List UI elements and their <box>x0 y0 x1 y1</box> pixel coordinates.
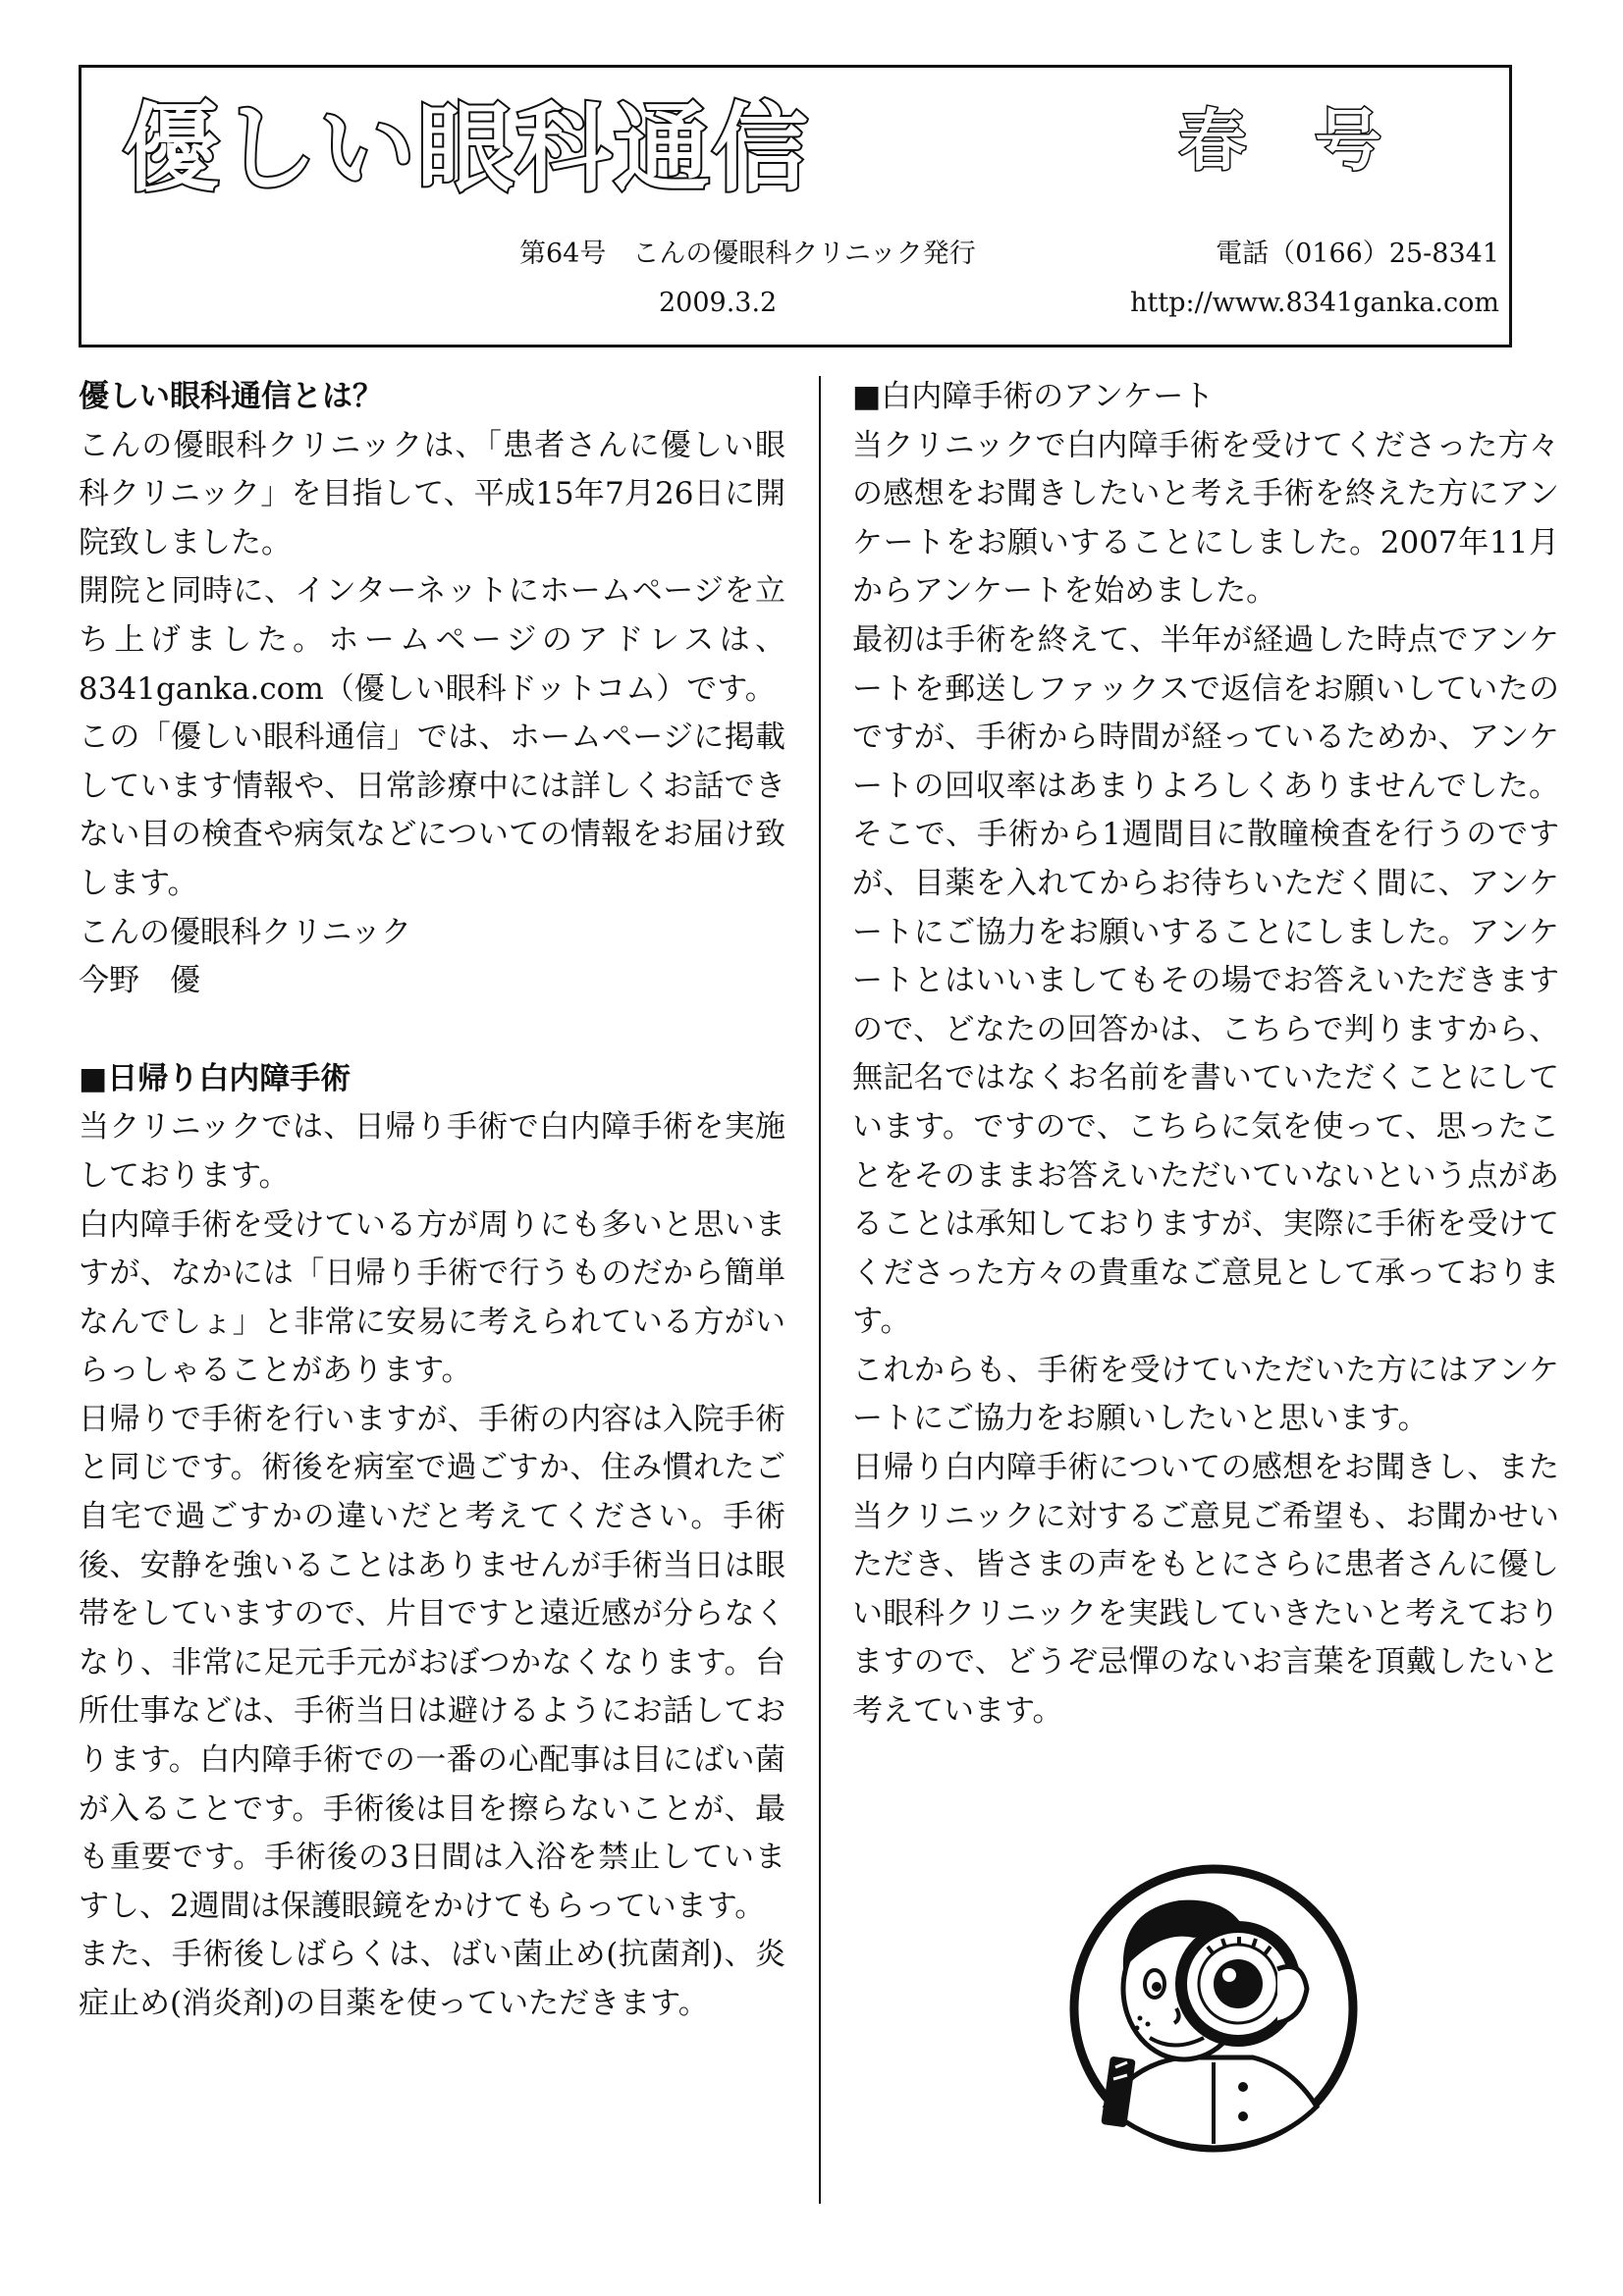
paragraph: こんの優眼科クリニックは、「患者さんに優しい眼科クリニック」を目指して、平成15年7月26日に開院致しました。 <box>79 427 785 561</box>
section-heading-about: 優しい眼科通信とは？ <box>79 379 383 414</box>
section-heading-day-surgery: ■日帰り白内障手術 <box>79 1060 352 1096</box>
newsletter-title: 優しい眼科通信 <box>123 93 811 205</box>
section-heading-survey: ■白内障手術のアンケート <box>852 379 1215 414</box>
signature-clinic: こんの優眼科クリニック <box>79 914 412 950</box>
paragraph: 白内障手術を受けている方が周りにも多いと思いますが、なかには「日帰り手術で行うものだから簡単なんでしょ」と非常に安易に考えられている方がいらっしゃることがあります。 <box>79 1206 785 1389</box>
column-divider <box>819 376 821 2204</box>
signature-name: 今野 優 <box>79 963 200 999</box>
magnifying-glass-doctor-icon <box>1066 1861 1361 2156</box>
clinic-phone: 電話（0166）25-8341 <box>1216 239 1499 269</box>
paragraph: 日帰り白内障手術についての感想をお聞きし、また当クリニックに対するご意見ご希望も、お聞かせいただき、皆さまの声をもとにさらに患者さんに優しい眼科クリニックを実践していきたいと考えておりますので、どうぞ忌憚のないお言葉を頂戴したいと考えています。 <box>852 1450 1559 1730</box>
section-spacer <box>79 1006 785 1055</box>
issue-info: 第64号 こんの優眼科クリニック発行 <box>519 239 976 269</box>
paragraph: 開院と同時に、インターネットにホームページを立ち上げました。ホームページのアドレスは、8341ganka.com（優しい眼科ドットコム）です。 <box>79 573 785 707</box>
left-column <box>79 373 785 2029</box>
clinic-url[interactable]: http://www.8341ganka.com <box>1130 288 1499 318</box>
paragraph: 日帰りで手術を行いますが、手術の内容は入院手術と同じです。術後を病室で過ごすか、住み慣れたご自宅で過ごすかの違いだと考えてください。手術後、安静を強いることはありませんが手術当日は眼帯をしていますので、片目ですと遠近感が分らなくなり、非常に足元手元がおぼつかなくなります。台所仕事などは、手術当日は避けるようにお話しております。白内障手術での一番の心配事は目にばい菌が入ることです。手術後は目を擦らないことが、最も重要です。手術後の3日間は入浴を禁止していますし、2週間は保護眼鏡をかけてもらっています。 <box>79 1401 785 1924</box>
paragraph: 最初は手術を終えて、半年が経過した時点でアンケートを郵送しファックスで返信をお願いしていたのですが、手術から時間が経っているためか、アンケートの回収率はあまりよろしくありませんでした。そこで、手術から1週間目に散瞳検査を行うのですが、目薬を入れてからお待ちいただく間に、アンケートにご協力をお願いすることにしました。アンケートとはいいましてもその場でお答えいただきますので、どなたの回答かは、こちらで判りますから、無記名ではなくお名前を書いていただくことにしています。ですので、こちらに気を使って、思ったことをそのままお答えいただいていないという点があることは承知しておりますが、実際に手術を受けてくださった方々の貴重なご意見として承っております。 <box>852 621 1559 1340</box>
paragraph: 当クリニックでは、日帰り手術で白内障手術を実施しております。 <box>79 1109 785 1194</box>
paragraph: これからも、手術を受けていただいた方にはアンケートにご協力をお願いしたいと思います。 <box>852 1352 1559 1437</box>
paragraph: 当クリニックで白内障手術を受けてくださった方々の感想をお聞きしたいと考え手術を終えた方にアンケートをお願いすることにしました。2007年11月からアンケートを始めました。 <box>852 427 1559 610</box>
issue-date: 2009.3.2 <box>659 288 778 318</box>
issue-season-label: 春号 <box>1178 103 1450 181</box>
paragraph: また、手術後しばらくは、ばい菌止め(抗菌剤)、炎症止め(消炎剤)の目薬を使っていただきます。 <box>79 1937 785 2021</box>
right-column <box>852 373 1559 1736</box>
newsletter-header <box>79 65 1512 347</box>
paragraph: この「優しい眼科通信」では、ホームページに掲載しています情報や、日常診療中には詳しくお話できない目の検査や病気などについての情報をお届け致します。 <box>79 720 785 901</box>
